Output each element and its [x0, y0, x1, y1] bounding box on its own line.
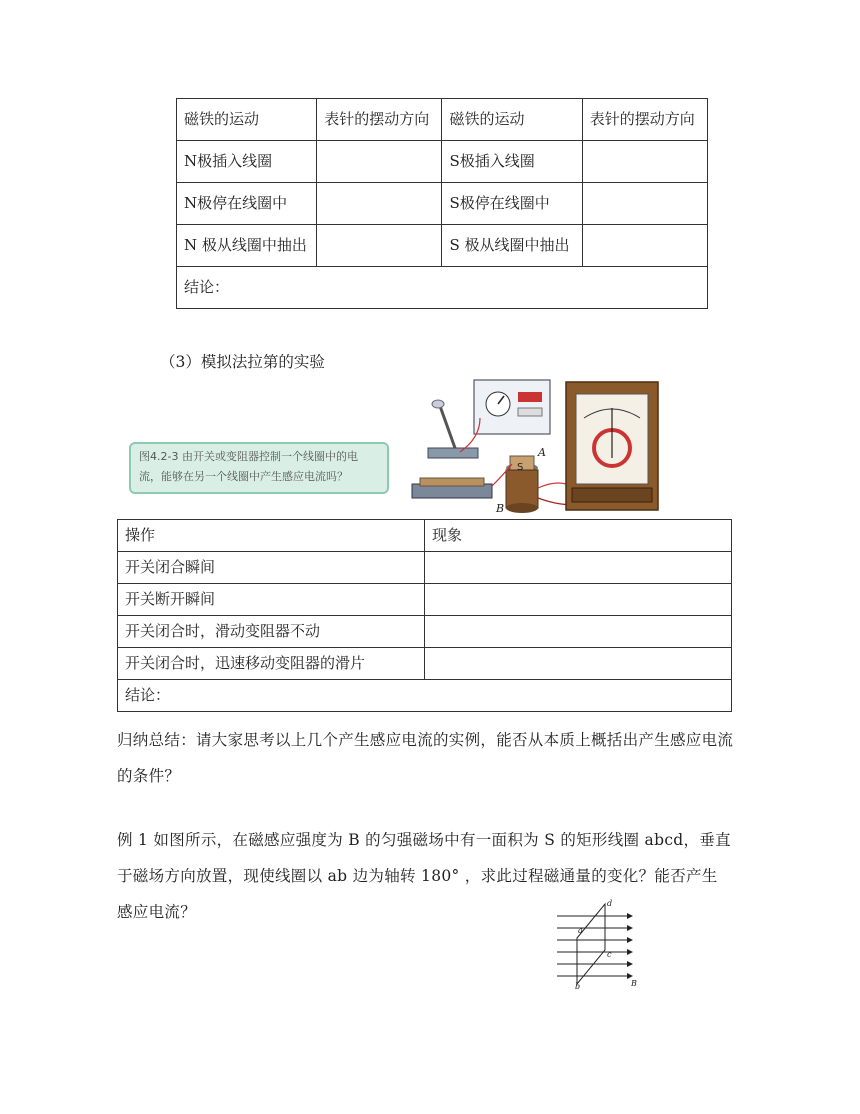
table-row [118, 552, 732, 584]
table-row [118, 648, 732, 680]
table-cell [425, 616, 732, 648]
coil-a-label: A [538, 446, 546, 459]
table-conclusion-row [118, 680, 732, 712]
section-title: （3）模拟法拉第的实验 [160, 353, 325, 371]
table-cell: 表针的摆动方向 [317, 99, 442, 141]
table-header-row [177, 99, 708, 141]
table-cell: N极停在线圈中 [177, 183, 317, 225]
table-header-row [118, 520, 732, 552]
faraday-experiment-table [117, 519, 732, 712]
conclusion-cell: 结论： [177, 267, 708, 309]
coil-s-label: S [517, 462, 524, 473]
table-cell [425, 584, 732, 616]
table-cell: 开关断开瞬间 [118, 584, 425, 616]
table-cell: 开关闭合时，滑动变阻器不动 [118, 616, 425, 648]
table-cell [582, 183, 707, 225]
vertex-c-label: c [607, 950, 612, 959]
table-row [118, 616, 732, 648]
field-b-label: B [631, 979, 637, 988]
table-cell [425, 552, 732, 584]
table-cell: 磁铁的运动 [177, 99, 317, 141]
table-cell: 现象 [425, 520, 732, 552]
coil-b-label: B [496, 502, 505, 515]
vertex-d-label: d [607, 899, 613, 908]
coil-in-field-diagram [555, 898, 640, 990]
vertex-b-label: b [575, 982, 581, 990]
table-cell [582, 141, 707, 183]
table-cell: S极停在线圈中 [442, 183, 582, 225]
table-cell: 磁铁的运动 [442, 99, 582, 141]
table-cell [317, 225, 442, 267]
table-conclusion-row [177, 267, 708, 309]
summary-paragraph: 归纳总结：请大家思考以上几个产生感应电流的实例，能否从本质上概括出产生感应电流的条件？ [117, 731, 734, 785]
table-cell [317, 141, 442, 183]
table-cell: 表针的摆动方向 [582, 99, 707, 141]
table-cell [317, 183, 442, 225]
table-cell [582, 225, 707, 267]
table-cell: N极插入线圈 [177, 141, 317, 183]
table-cell [425, 648, 732, 680]
magnet-motion-table [176, 98, 708, 309]
faraday-apparatus-illustration [400, 378, 700, 518]
table-cell: N 极从线圈中抽出 [177, 225, 317, 267]
table-cell: S 极从线圈中抽出 [442, 225, 582, 267]
table-row [177, 183, 708, 225]
figure-caption: 图4.2-3 由开关或变阻器控制一个线圈中的电流，能够在另一个线圈中产生感应电流吗？ [129, 442, 389, 494]
table-cell: S极插入线圈 [442, 141, 582, 183]
table-cell: 开关闭合瞬间 [118, 552, 425, 584]
table-cell: 开关闭合时，迅速移动变阻器的滑片 [118, 648, 425, 680]
table-cell: 操作 [118, 520, 425, 552]
vertex-a-label: a [578, 926, 583, 935]
table-row [177, 225, 708, 267]
example-1-paragraph: 例 1 如图所示，在磁感应强度为 B 的匀强磁场中有一面积为 S 的矩形线圈 abcd，垂直于磁场方向放置，现使线圈以 ab 边为轴转 180° ，求此过程磁通量的变化？能否产生 感应电流？ [117, 831, 731, 921]
table-row [177, 141, 708, 183]
conclusion-cell: 结论： [118, 680, 732, 712]
table-row [118, 584, 732, 616]
